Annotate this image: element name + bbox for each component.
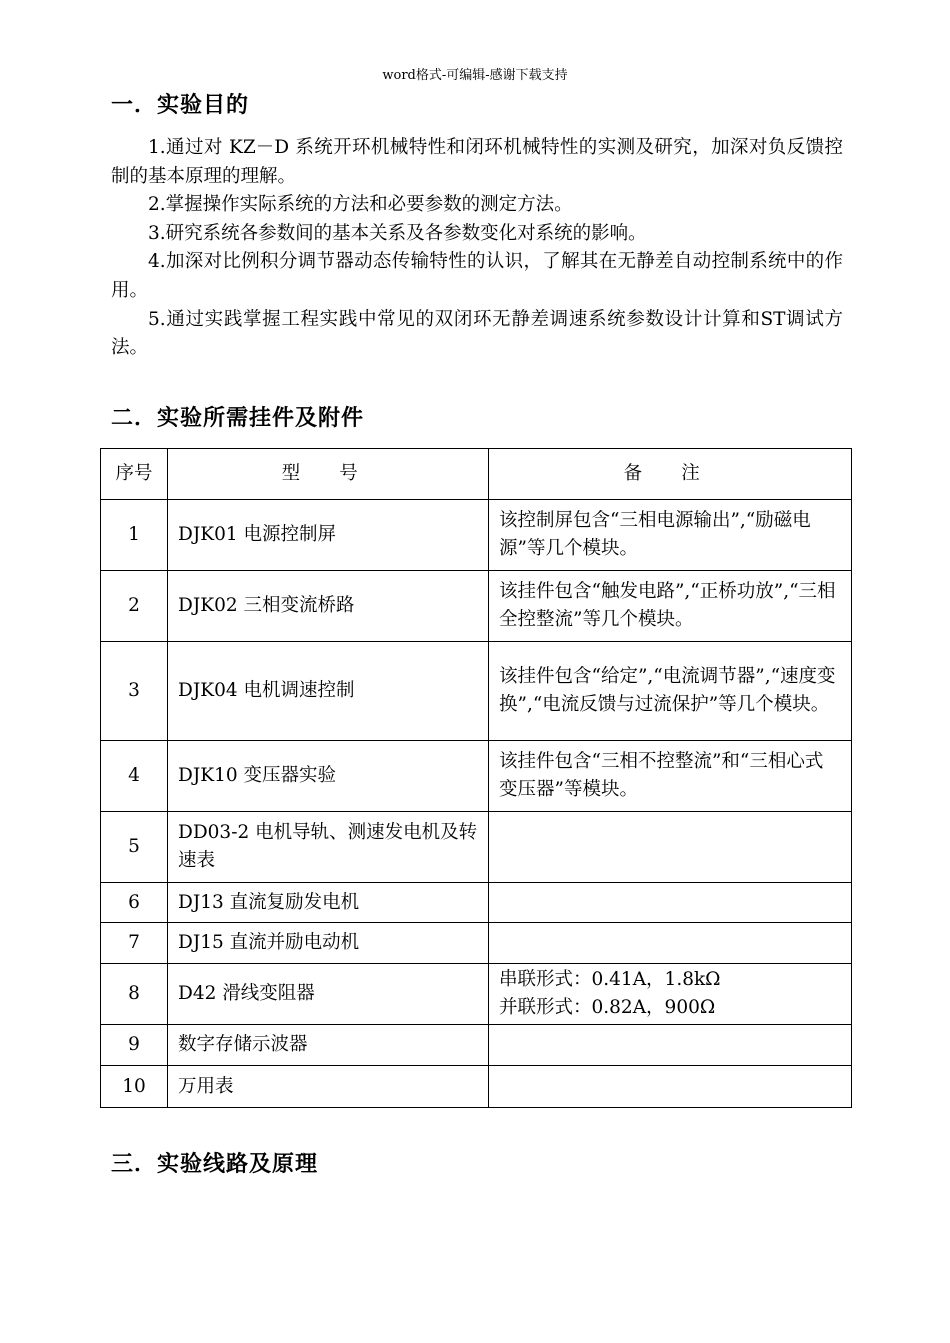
row-model: DJ15 直流并励电动机 [168,923,489,964]
row-index: 8 [101,964,168,1025]
table-row [101,964,852,1025]
table-header-row [101,449,852,500]
row-note [489,883,852,923]
row-model: D42 滑线变阻器 [168,964,489,1025]
table-row [101,741,852,812]
row-note: 该挂件包含“三相不控整流”和“三相心式变压器”等模块。 [489,741,852,812]
row-note [489,812,852,883]
row-index: 5 [101,812,168,883]
row-note [489,964,852,1025]
objective-item: 2.掌握操作实际系统的方法和必要参数的测定方法。 [148,194,573,216]
section-title-circuit: 三．实验线路及原理 [111,1152,319,1177]
header-model: 型 号 [168,449,489,500]
row-note [489,923,852,964]
row-model: DJK04 电机调速控制 [168,642,489,741]
table-row [101,500,852,571]
table-row [101,1025,852,1066]
row-index: 3 [101,642,168,741]
row-note: 该挂件包含“给定”,“电流调节器”,“速度变换”,“电流反馈与过流保护”等几个模块。 [489,642,852,741]
row-index: 9 [101,1025,168,1066]
objectives-list [111,134,843,363]
header-index: 序号 [101,449,168,500]
row-model: 万用表 [168,1066,489,1108]
row-index: 4 [101,741,168,812]
objective-item: 3.研究系统各参数间的基本关系及各参数变化对系统的影响。 [148,222,647,244]
row-model: DJK10 变压器实验 [168,741,489,812]
row-model: DJK01 电源控制屏 [168,500,489,571]
table-row [101,571,852,642]
page-header-note: word格式-可编辑-感谢下载支持 [382,68,568,83]
row-note: 该控制屏包含“三相电源输出”,“励磁电源”等几个模块。 [489,500,852,571]
note-line-parallel: 并联形式：0.82A，900Ω [499,997,716,1018]
header-note: 备 注 [489,449,852,500]
objective-item: 4.加深对比例积分调节器动态传输特性的认识，了解其在无静差自动控制系统中的作用。 [111,251,843,301]
section-title-equipment: 二．实验所需挂件及附件 [111,406,365,431]
row-model: DJ13 直流复励发电机 [168,883,489,923]
row-index: 1 [101,500,168,571]
objective-item: 1.通过对 KZ－D 系统开环机械特性和闭环机械特性的实测及研究，加深对负反馈控制的基本原理的理解。 [111,137,843,187]
row-index: 2 [101,571,168,642]
table-row [101,642,852,741]
table-row [101,1066,852,1108]
row-note: 该挂件包含“触发电路”,“正桥功放”,“三相全控整流”等几个模块。 [489,571,852,642]
table-row [101,812,852,883]
row-note [489,1025,852,1066]
row-note [489,1066,852,1108]
row-model: DD03-2 电机导轨、测速发电机及转速表 [168,812,489,883]
row-index: 10 [101,1066,168,1108]
equipment-table [100,448,852,1108]
section-title-objectives: 一．实验目的 [111,93,250,118]
row-model: 数字存储示波器 [168,1025,489,1066]
row-model: DJK02 三相变流桥路 [168,571,489,642]
objective-item: 5.通过实践掌握工程实践中常见的双闭环无静差调速系统参数设计计算和ST调试方法。 [111,308,843,359]
row-index: 7 [101,923,168,964]
row-index: 6 [101,883,168,923]
note-line-series: 串联形式：0.41A，1.8kΩ [499,969,721,990]
table-row [101,883,852,923]
table-row [101,923,852,964]
